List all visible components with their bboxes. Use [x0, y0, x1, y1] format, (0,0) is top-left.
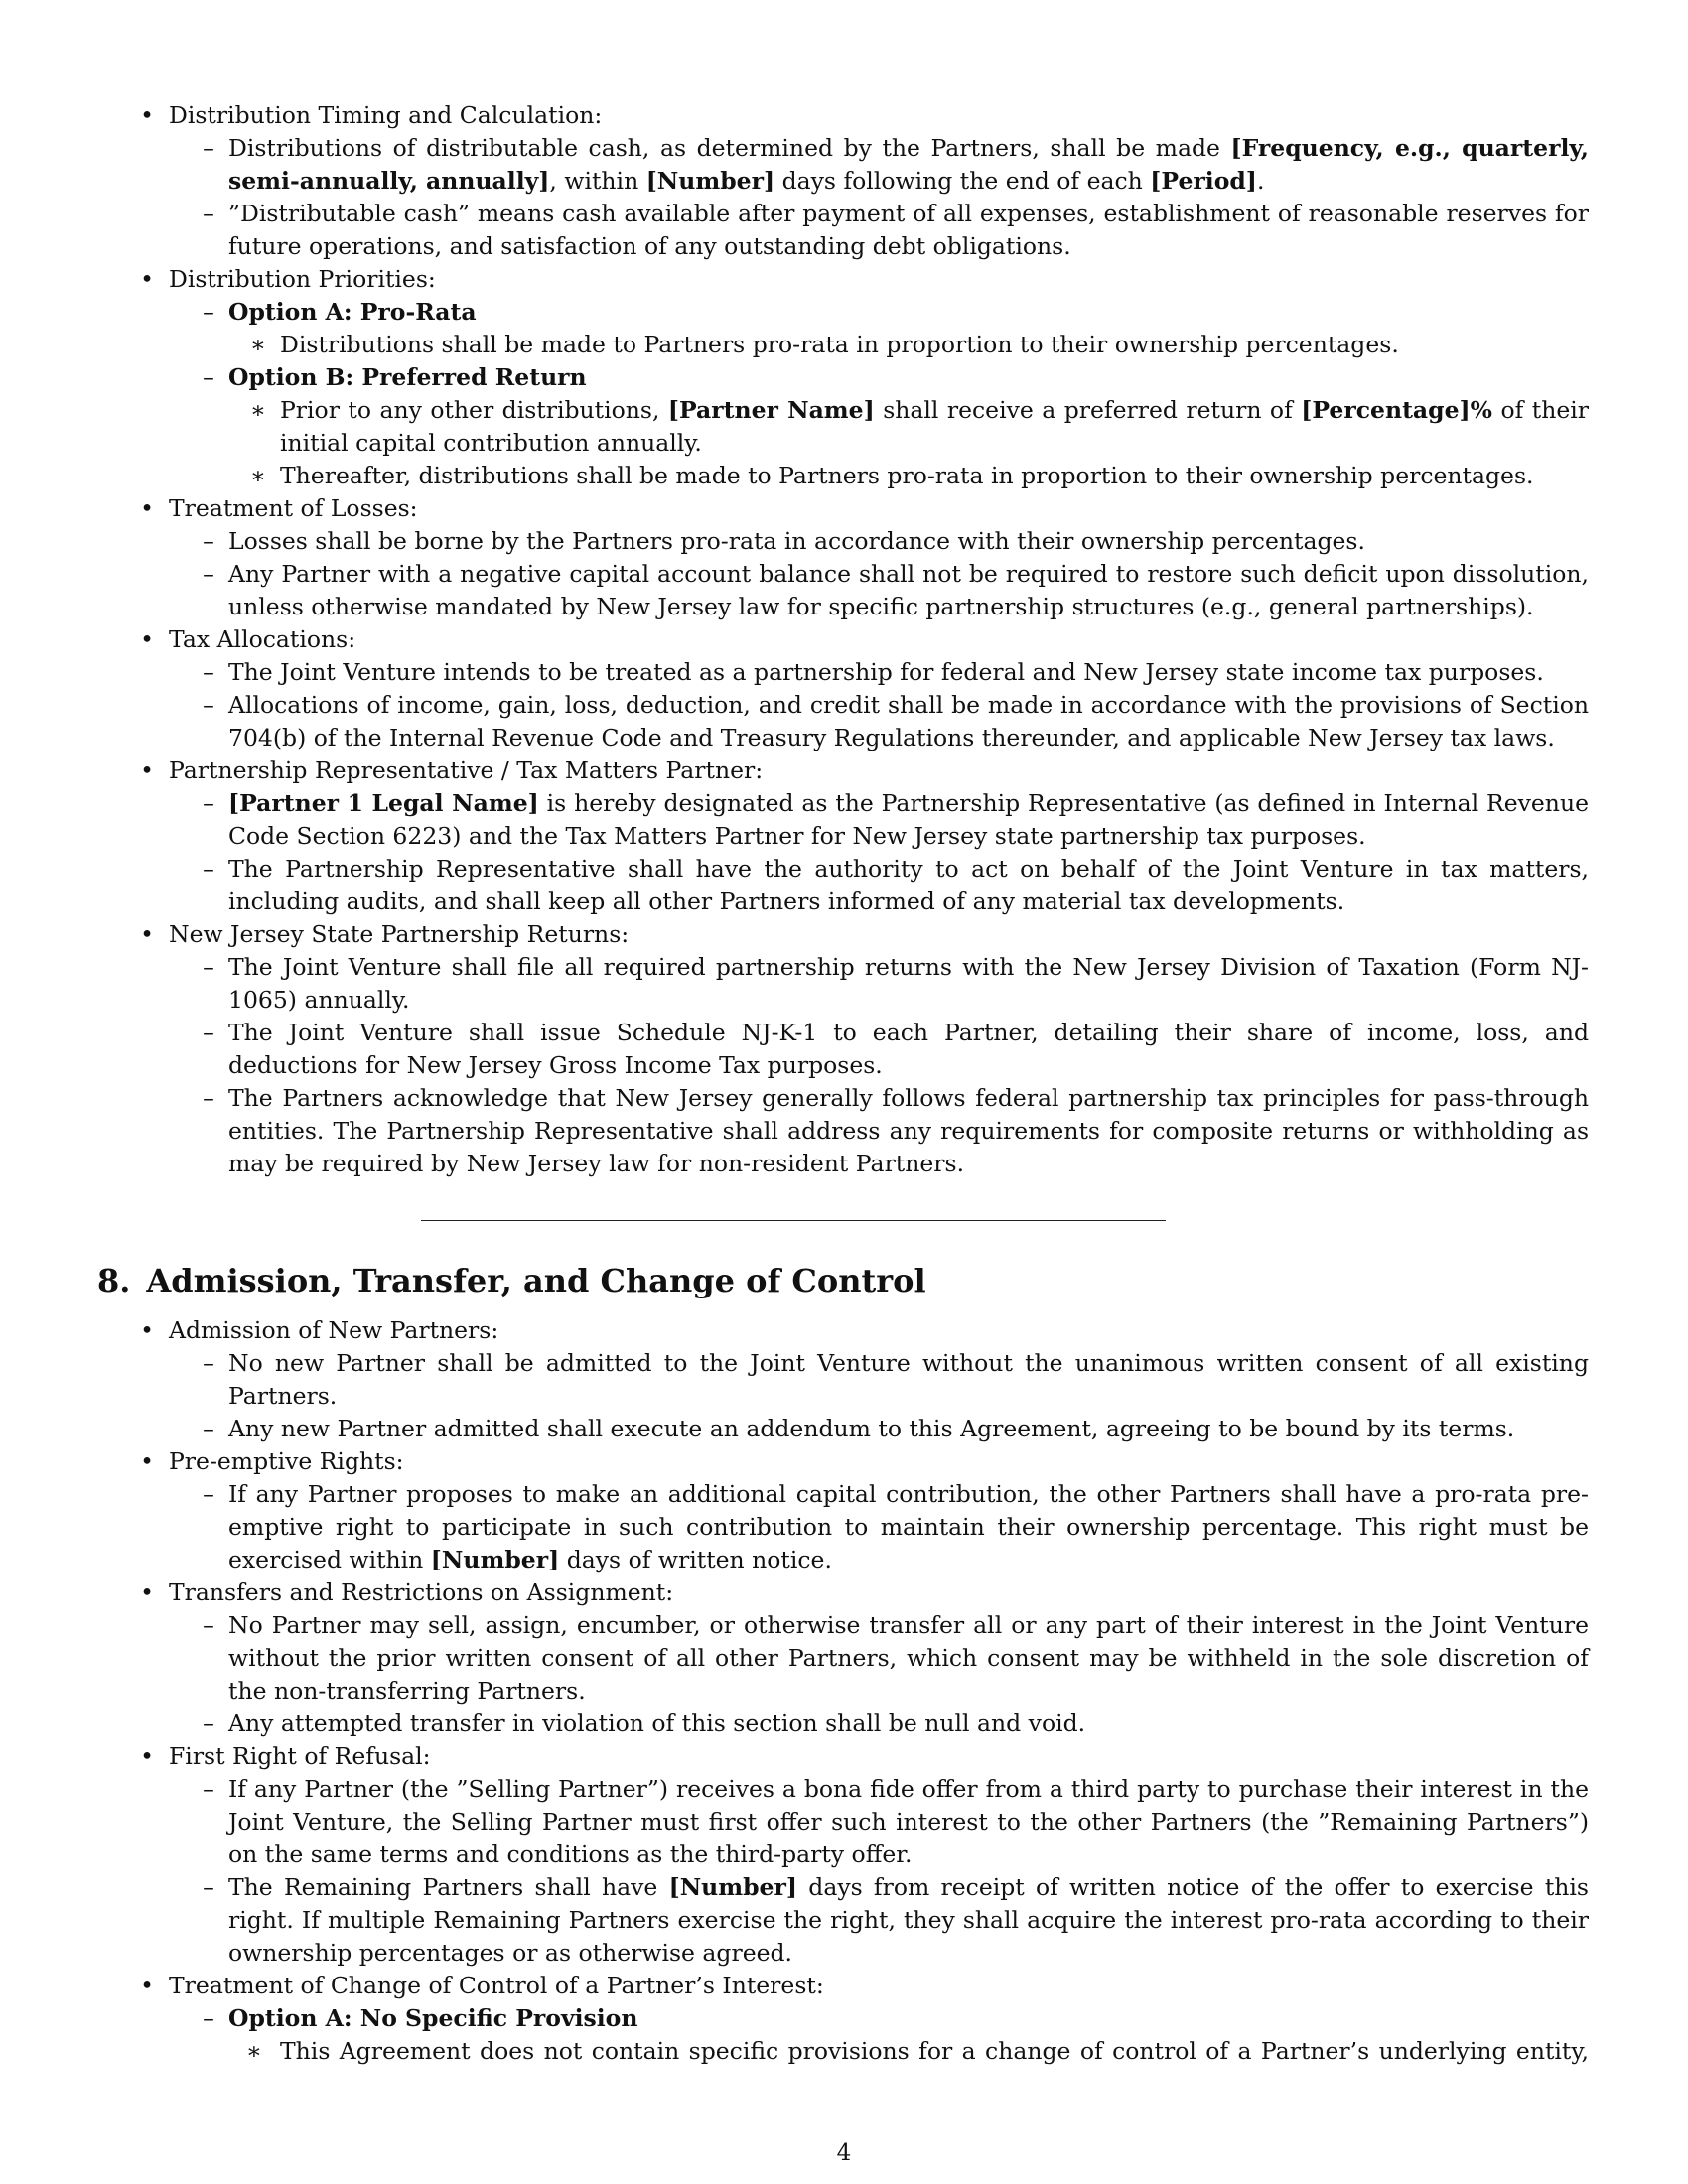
placeholder-number: [Number] [645, 167, 775, 195]
dash-marker: – [203, 298, 214, 326]
text-run: Losses shall be borne by the Partners pro-rata in accordance with their ownership percentages. [228, 527, 1365, 555]
tax-allocations-label: Tax Allocations: [169, 625, 356, 653]
star-marker: ∗ [250, 396, 266, 424]
text-run: The Joint Venture intends to be treated as a partnership for federal and New Jersey state income tax purposes. [228, 658, 1544, 686]
dash-marker: – [203, 200, 214, 227]
dash-marker: – [203, 855, 214, 883]
transfers-item [97, 1576, 1589, 1740]
option-b-point-2 [228, 460, 1589, 492]
placeholder-percentage: [Percentage]% [1301, 396, 1492, 424]
text-run: The Joint Venture shall issue Schedule NJ-K-1 to each Partner, detailing their share of income, loss, and deductions for New Jersey Gross Income Tax purposes. [228, 1019, 1589, 1079]
nj-returns-point-2 [169, 1017, 1589, 1082]
preemptive-item [97, 1445, 1589, 1576]
dist-timing-point-1 [169, 132, 1589, 198]
dash-marker: – [203, 1019, 214, 1046]
change-option-a-title: Option A: No Specific Provision [228, 2004, 638, 2032]
bullet-marker: • [140, 1972, 154, 1999]
bullet-marker: • [140, 1316, 154, 1344]
losses-item [97, 492, 1589, 623]
section7-list [97, 99, 1589, 1180]
text-run: No new Partner shall be admitted to the Joint Venture without the unanimous written consent of all existing Partners. [228, 1349, 1589, 1410]
text-run: If any Partner proposes to make an additional capital contribution, the other Partners shall have a pro-rata pre-emptive right to participate in such contribution to maintain their ownership percentage. This right must be exercised within [228, 1480, 1589, 1573]
dist-priorities-item [97, 263, 1589, 492]
placeholder-partner-1-legal-name: [Partner 1 Legal Name] [228, 789, 539, 817]
text-run: Distributions of distributable cash, as determined by the Partners, shall be made [228, 134, 1231, 162]
section-divider [421, 1220, 1166, 1221]
dash-marker: – [203, 1084, 214, 1112]
tax-allocations-point-2 [169, 689, 1589, 754]
admission-label: Admission of New Partners: [169, 1316, 499, 1344]
text-run: days of written notice. [559, 1546, 832, 1573]
dash-marker: – [203, 1709, 214, 1737]
bullet-marker: • [140, 1742, 154, 1770]
text-run: Any attempted transfer in violation of this section shall be null and void. [228, 1709, 1086, 1737]
placeholder-number: [Number] [668, 1873, 798, 1901]
text-run: This Agreement does not contain specific provisions for a change of control of a Partner’s underlying entity, [280, 2037, 1589, 2065]
option-b-preferred-return [169, 361, 1589, 492]
losses-point-2 [169, 558, 1589, 623]
nj-returns-point-1 [169, 951, 1589, 1017]
text-run: Allocations of income, gain, loss, deduction, and credit shall be made in accordance with the provisions of Section 704(b) of the Internal Revenue Code and Treasury Regulations thereunder, and applicable New Jersey tax laws. [228, 691, 1589, 751]
partnership-rep-item [97, 754, 1589, 918]
dash-marker: – [203, 1611, 214, 1639]
bullet-marker: • [140, 101, 154, 129]
text-run: of their initial capital contribution annually. [280, 396, 1589, 457]
star-marker: ∗ [250, 462, 266, 489]
star-marker: ∗ [250, 331, 266, 358]
dist-timing-label: Distribution Timing and Calculation: [169, 101, 603, 129]
transfers-label: Transfers and Restrictions on Assignment: [169, 1578, 674, 1606]
dash-marker: – [203, 789, 214, 817]
dist-timing-point-2 [169, 198, 1589, 263]
transfers-point-1 [169, 1609, 1589, 1707]
nj-returns-point-3 [169, 1082, 1589, 1180]
dash-marker: – [203, 953, 214, 981]
placeholder-partner-name: [Partner Name] [667, 396, 875, 424]
dash-marker: – [203, 134, 214, 162]
option-a-title: Option A: Pro-Rata [228, 298, 477, 326]
text-run: Any Partner with a negative capital account balance shall not be required to restore such deficit upon dissolution, unless otherwise mandated by New Jersey law for specific partnership structures (e.g., general partnerships). [228, 560, 1589, 620]
dash-marker: – [203, 363, 214, 391]
bullet-marker: • [140, 920, 154, 948]
section-8-heading: 8. Admission, Transfer, and Change of Control [97, 1262, 926, 1299]
admission-item [97, 1314, 1589, 1445]
bullet-marker: • [140, 756, 154, 784]
text-run: . [1256, 167, 1265, 195]
rofr-point-1 [169, 1773, 1589, 1871]
bullet-marker: • [140, 625, 154, 653]
text-run: , within [549, 167, 646, 195]
partnership-rep-point-1 [169, 787, 1589, 853]
placeholder-period: [Period] [1150, 167, 1257, 195]
bullet-marker: • [140, 265, 154, 293]
dash-marker: – [203, 1480, 214, 1508]
preemptive-point-1 [169, 1478, 1589, 1576]
dash-marker: – [203, 1415, 214, 1442]
text-run: days from receipt of written notice of the offer to exercise this right. If multiple Remaining Partners exercise the right, they shall acquire the interest pro-rata according to their ownership percentages or as otherwise agreed. [228, 1873, 1589, 1967]
placeholder-number: [Number] [430, 1546, 560, 1573]
rofr-item [97, 1740, 1589, 1970]
dash-marker: – [203, 560, 214, 588]
dist-priorities-label: Distribution Priorities: [169, 265, 436, 293]
change-option-a-point-1 [228, 2035, 1589, 2068]
option-b-point-1 [228, 394, 1589, 460]
bullet-marker: • [140, 1447, 154, 1475]
text-run: No Partner may sell, assign, encumber, or otherwise transfer all or any part of their interest in the Joint Venture without the prior written consent of all other Partners, which consent may be withheld in the sole discretion of the non-transferring Partners. [228, 1611, 1589, 1705]
preemptive-label: Pre-emptive Rights: [169, 1447, 404, 1475]
dist-timing-item [97, 99, 1589, 263]
page-number: 4 [836, 2140, 852, 2166]
losses-point-1 [169, 525, 1589, 558]
dash-marker: – [203, 527, 214, 555]
change-of-control-item [97, 1970, 1589, 2068]
dash-marker: – [203, 1775, 214, 1803]
dash-marker: – [203, 658, 214, 686]
section8-list [97, 1314, 1589, 2068]
admission-point-2 [169, 1413, 1589, 1445]
change-of-control-label: Treatment of Change of Control of a Partner’s Interest: [169, 1972, 824, 1999]
text-run: The Partnership Representative shall have the authority to act on behalf of the Joint Venture in tax matters, including audits, and shall keep all other Partners informed of any material tax developments. [228, 855, 1589, 915]
nj-returns-item [97, 918, 1589, 1180]
text-run: The Partners acknowledge that New Jersey generally follows federal partnership tax principles for pass-through entities. The Partnership Representative shall address any requirements for composite returns or withholding as may be required by New Jersey law for non-resident Partners. [228, 1084, 1589, 1177]
text-run: The Joint Venture shall file all required partnership returns with the New Jersey Division of Taxation (Form NJ-1065) annually. [228, 953, 1589, 1014]
text-run: Distributions shall be made to Partners pro-rata in proportion to their ownership percentages. [280, 331, 1399, 358]
losses-label: Treatment of Losses: [169, 494, 418, 522]
option-a-pro-rata [169, 296, 1589, 361]
dash-marker: – [203, 1873, 214, 1901]
page-content [97, 99, 1589, 2068]
change-option-a [169, 2002, 1589, 2068]
partnership-rep-point-2 [169, 853, 1589, 918]
dash-marker: – [203, 2004, 214, 2032]
nj-returns-label: New Jersey State Partnership Returns: [169, 920, 630, 948]
option-a-point-1 [228, 329, 1589, 361]
partnership-rep-label: Partnership Representative / Tax Matters Partner: [169, 756, 764, 784]
bullet-marker: • [140, 494, 154, 522]
text-run: If any Partner (the ”Selling Partner”) receives a bona fide offer from a third party to purchase their interest in the Joint Venture, the Selling Partner must first offer such interest to the other Partners (the ”Remaining Partners”) on the same terms and conditions as the third-party offer. [228, 1775, 1589, 1868]
text-run: The Remaining Partners shall have [228, 1873, 669, 1901]
admission-point-1 [169, 1347, 1589, 1413]
transfers-point-2 [169, 1707, 1589, 1740]
bullet-marker: • [140, 1578, 154, 1606]
text-run: days following the end of each [774, 167, 1151, 195]
star-marker: ∗ [246, 2037, 262, 2065]
text-run: Any new Partner admitted shall execute an addendum to this Agreement, agreeing to be bound by its terms. [228, 1415, 1515, 1442]
placeholder-frequency: [Frequency, e.g., quarterly, semi-annually, annually] [228, 134, 1589, 195]
dash-marker: – [203, 691, 214, 719]
option-b-title: Option B: Preferred Return [228, 363, 587, 391]
text-run: ”Distributable cash” means cash available after payment of all expenses, establishment of reasonable reserves for future operations, and satisfaction of any outstanding debt obligations. [228, 200, 1589, 260]
dash-marker: – [203, 1349, 214, 1377]
tax-allocations-item [97, 623, 1589, 754]
text-run: Thereafter, distributions shall be made to Partners pro-rata in proportion to their ownership percentages. [280, 462, 1534, 489]
rofr-point-2 [169, 1871, 1589, 1970]
text-run: Prior to any other distributions, [280, 396, 668, 424]
rofr-label: First Right of Refusal: [169, 1742, 431, 1770]
tax-allocations-point-1 [169, 656, 1589, 689]
text-run: shall receive a preferred return of [874, 396, 1302, 424]
text-run: is hereby designated as the Partnership Representative (as defined in Internal Revenue Code Section 6223) and the Tax Matters Partner for New Jersey state partnership tax purposes. [228, 789, 1589, 850]
